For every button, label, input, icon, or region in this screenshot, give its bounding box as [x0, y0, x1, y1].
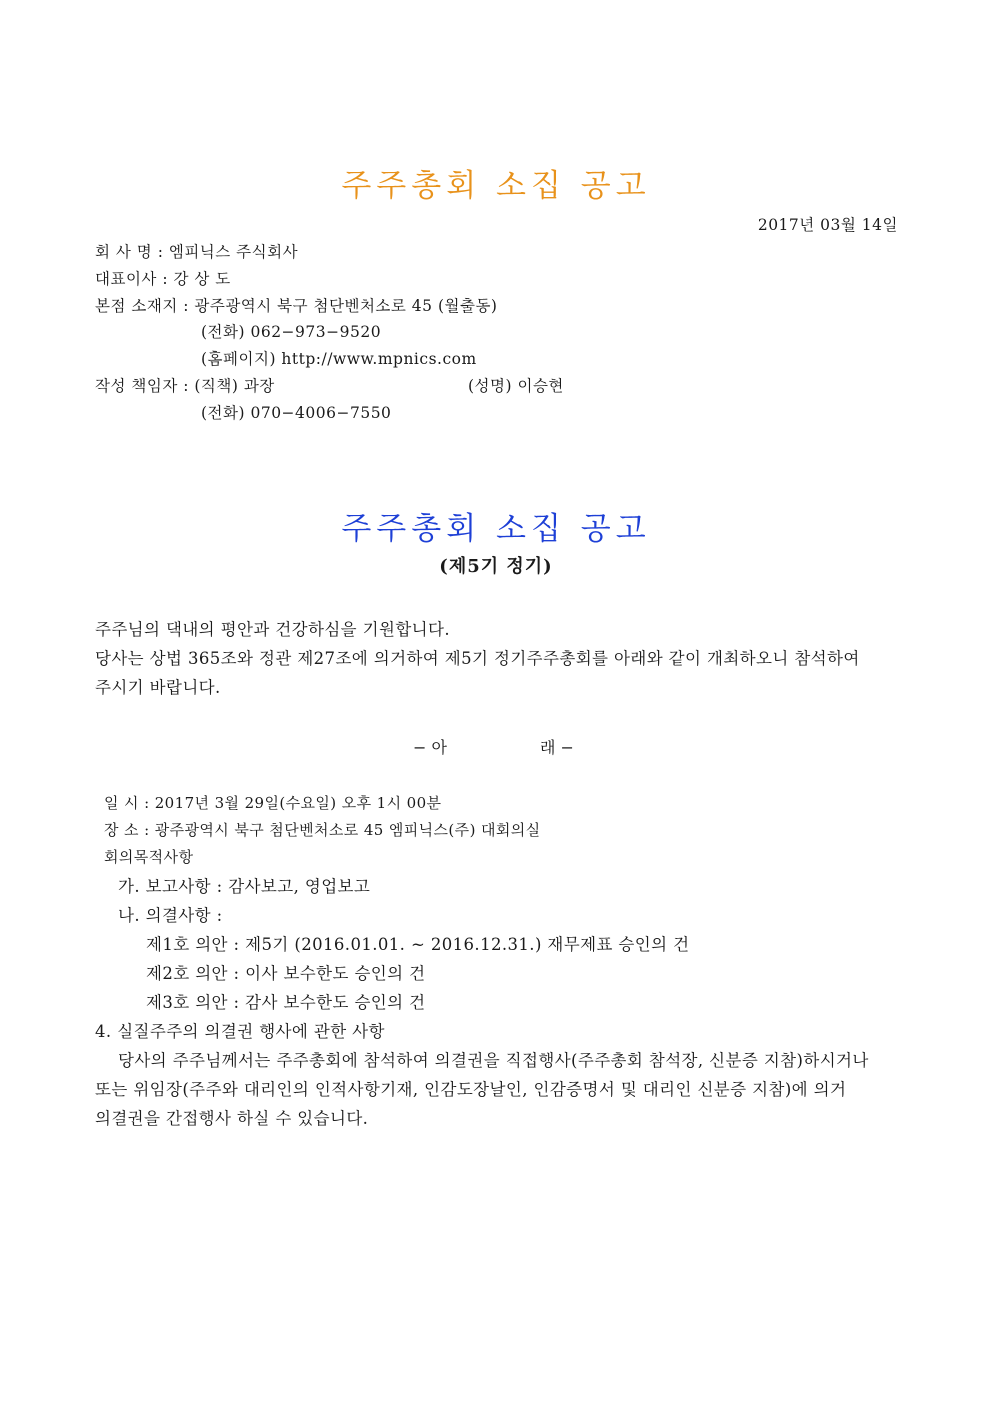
- resolution-item-2: 제2호 의안 : 이사 보수한도 승인의 건: [146, 964, 426, 983]
- notice-subtitle: (제5기 정기): [439, 556, 553, 577]
- below-marker-right: 래 −: [540, 738, 574, 757]
- company-homepage: (홈페이지) http://www.mpnics.com: [201, 350, 477, 368]
- voting-heading: 4. 실질주주의 의결권 행사에 관한 사항: [95, 1022, 385, 1041]
- notice-intro-line2: 주시기 바랍니다.: [95, 678, 221, 697]
- voting-line3: 의결권을 간접행사 하실 수 있습니다.: [95, 1109, 369, 1128]
- notice-title: 주주총회 소집 공고: [341, 511, 651, 547]
- resolution-item-3: 제3호 의안 : 감사 보수한도 승인의 건: [146, 993, 426, 1012]
- meeting-place: 장 소 : 광주광역시 북구 첨단벤처소로 45 엠피닉스(주) 대회의실: [104, 821, 541, 839]
- resolution-item-1: 제1호 의안 : 제5기 (2016.01.01. ~ 2016.12.31.) 재무제표 승인의 건: [146, 935, 690, 954]
- voting-line2: 또는 위임장(주주와 대리인의 인적사항기재, 인감도장날인, 인감증명서 및 대리인 신분증 지참)에 의거: [95, 1080, 847, 1099]
- company-address: 본점 소재지 : 광주광역시 북구 첨단벤처소로 45 (월출동): [95, 297, 498, 315]
- company-phone: (전화) 062−973−9520: [201, 323, 382, 341]
- report-items: 가. 보고사항 : 감사보고, 영업보고: [118, 877, 371, 896]
- notice-intro-line1: 당사는 상법 365조와 정관 제27조에 의거하여 제5기 정기주주총회를 아래와 같이 개최하오니 참석하여: [95, 649, 860, 668]
- company-ceo: 대표이사 : 강 상 도: [95, 270, 231, 288]
- notice-greeting: 주주님의 댁내의 평안과 건강하심을 기원합니다.: [95, 620, 451, 639]
- writer-phone: (전화) 070−4006−7550: [201, 404, 392, 422]
- meeting-datetime: 일 시 : 2017년 3월 29일(수요일) 오후 1시 00분: [104, 794, 442, 812]
- resolution-heading: 나. 의결사항 :: [118, 906, 223, 925]
- below-marker-left: − 아: [413, 738, 447, 757]
- notice-date: 2017년 03월 14일: [757, 216, 898, 234]
- writer-position: 작성 책임자 : (직책) 과장: [95, 377, 275, 395]
- company-name: 회 사 명 : 엠피닉스 주식회사: [95, 243, 299, 261]
- voting-line1: 당사의 주주님께서는 주주총회에 참석하여 의결권을 직접행사(주주총회 참석장, 신분증 지참)하시거나: [118, 1051, 869, 1070]
- notice-header-title: 주주총회 소집 공고: [341, 168, 651, 204]
- agenda-heading: 회의목적사항: [104, 848, 194, 866]
- writer-name: (성명) 이승현: [468, 377, 564, 395]
